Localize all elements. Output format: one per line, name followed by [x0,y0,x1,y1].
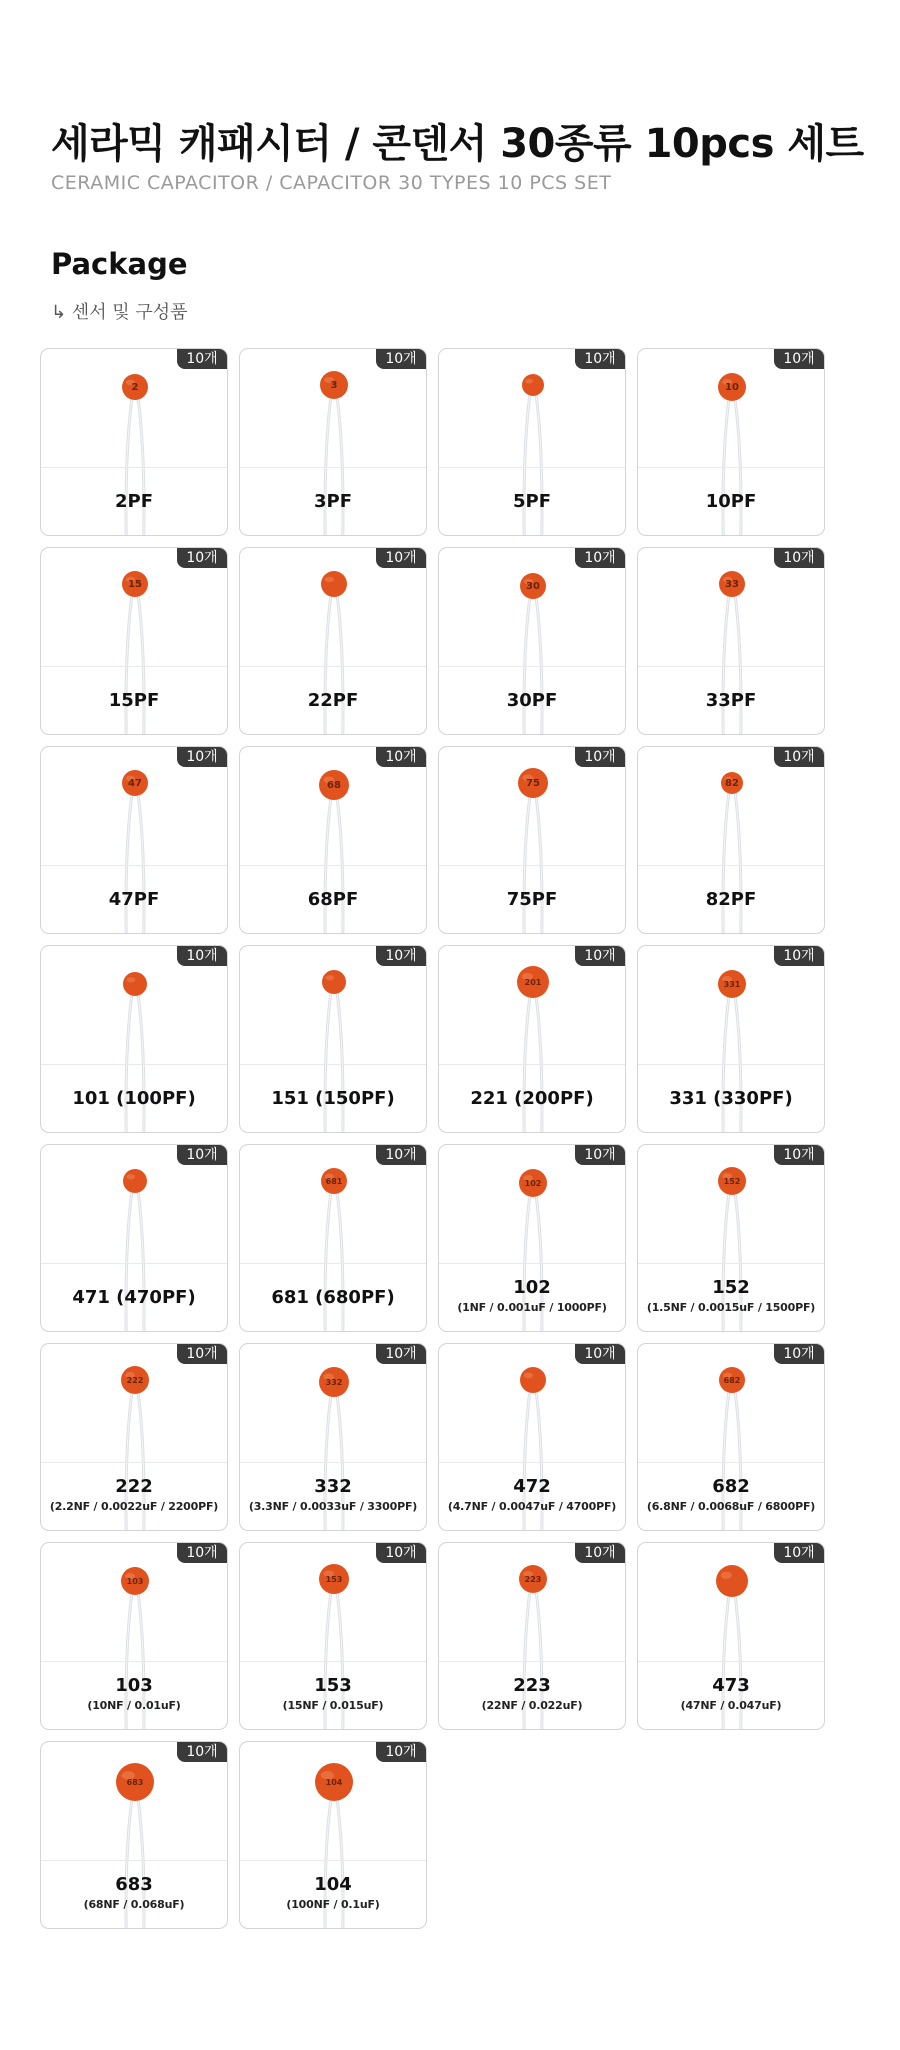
item-name: 30PF [506,690,558,711]
item-spec: (1NF / 0.001uF / 1000PF) [457,1301,607,1314]
card-divider [638,467,824,468]
capacitor-highlight [127,977,135,982]
card-divider [638,1462,824,1463]
item-spec: (4.7NF / 0.0047uF / 4700PF) [447,1500,617,1513]
item-name: 473 [712,1675,750,1696]
capacitor-highlight [326,975,334,980]
capacitor-highlight [721,1572,732,1579]
item-name: 681 (680PF) [271,1287,395,1308]
package-item-card [637,1144,825,1332]
quantity-badge: 10개 [575,1543,625,1563]
quantity-badge: 10개 [575,1145,625,1165]
quantity-badge: 10개 [575,747,625,767]
item-name: 33PF [705,690,757,711]
item-name: 5PF [512,491,551,512]
quantity-badge: 10개 [774,349,824,369]
capacitor-marking: 30 [526,581,540,592]
card-divider [240,1462,426,1463]
quantity-badge: 10개 [177,1543,227,1563]
item-spec: (1.5NF / 0.0015uF / 1500PF) [646,1301,816,1314]
card-divider [638,865,824,866]
quantity-badge: 10개 [575,349,625,369]
item-spec: (3.3NF / 0.0033uF / 3300PF) [248,1500,418,1513]
card-divider [638,1661,824,1662]
capacitor-marking: 223 [524,1575,542,1584]
quantity-badge: 10개 [376,747,426,767]
capacitor-marking: 152 [723,1177,741,1186]
item-spec: (68NF / 0.068uF) [83,1898,185,1911]
package-item-card [438,1542,626,1730]
card-divider [41,1064,227,1065]
package-item-card [239,945,427,1133]
item-spec: (47NF / 0.047uF) [680,1699,782,1712]
quantity-badge: 10개 [774,1145,824,1165]
package-item-card [239,1144,427,1332]
quantity-badge: 10개 [575,946,625,966]
quantity-badge: 10개 [774,747,824,767]
package-item-card [40,1144,228,1332]
card-divider [240,467,426,468]
item-name: 471 (470PF) [72,1287,196,1308]
capacitor-body [321,571,347,597]
package-item-card [637,746,825,934]
quantity-badge: 10개 [774,1543,824,1563]
quantity-badge: 10개 [575,548,625,568]
capacitor-marking: 103 [126,1577,144,1586]
capacitor-marking: 682 [723,1376,741,1385]
package-item-card [40,945,228,1133]
card-divider [439,1263,625,1264]
item-name: 332 [314,1476,352,1497]
quantity-badge: 10개 [177,1344,227,1364]
package-item-card [637,348,825,536]
card-divider [240,1263,426,1264]
capacitor-marking: 33 [725,579,739,590]
item-spec: (6.8NF / 0.0068uF / 6800PF) [646,1500,816,1513]
item-name: 82PF [705,889,757,910]
package-item-card [239,1343,427,1531]
capacitor-marking: 75 [526,778,540,789]
card-divider [240,1661,426,1662]
quantity-badge: 10개 [376,1543,426,1563]
capacitor-body [123,972,147,996]
card-divider [240,666,426,667]
page-title: 세라믹 캐패시터 / 콘덴서 30종류 10pcs 세트 [51,121,864,167]
item-name: 101 (100PF) [72,1088,196,1109]
capacitor-marking: 683 [126,1778,144,1787]
capacitor-marking: 332 [325,1378,343,1387]
package-item-card [239,547,427,735]
card-divider [41,1263,227,1264]
quantity-badge: 10개 [376,548,426,568]
card-divider [638,666,824,667]
page-subtitle: CERAMIC CAPACITOR / CAPACITOR 30 TYPES 10 PCS SET [51,172,612,194]
capacitor-body [716,1565,748,1597]
item-name: 103 [115,1675,153,1696]
quantity-badge: 10개 [376,1344,426,1364]
package-item-card [239,1542,427,1730]
capacitor-body [520,1367,546,1393]
capacitor-highlight [325,577,334,583]
capacitor-marking: 82 [725,778,739,789]
item-spec: (15NF / 0.015uF) [282,1699,384,1712]
capacitor-marking: 331 [723,980,741,989]
item-name: 151 (150PF) [271,1088,395,1109]
package-item-card [637,1542,825,1730]
quantity-badge: 10개 [177,1145,227,1165]
item-name: 102 [513,1277,551,1298]
item-name: 15PF [108,690,160,711]
item-name: 683 [115,1874,153,1895]
capacitor-body [522,374,544,396]
card-divider [638,1263,824,1264]
capacitor-marking: 15 [128,579,142,590]
capacitor-marking: 222 [126,1376,144,1385]
card-divider [41,1860,227,1861]
package-item-card [239,746,427,934]
package-item-card [40,1741,228,1929]
quantity-badge: 10개 [774,1344,824,1364]
capacitor-marking: 681 [325,1177,343,1186]
item-name: 10PF [705,491,757,512]
capacitor-marking: 68 [327,780,341,791]
quantity-badge: 10개 [774,548,824,568]
section-title: Package [51,247,188,281]
card-divider [41,467,227,468]
quantity-badge: 10개 [177,349,227,369]
package-item-card [239,1741,427,1929]
card-divider [41,666,227,667]
package-item-card [438,945,626,1133]
quantity-badge: 10개 [376,349,426,369]
quantity-badge: 10개 [177,747,227,767]
quantity-badge: 10개 [177,946,227,966]
item-name: 2PF [114,491,153,512]
item-name: 153 [314,1675,352,1696]
item-name: 22PF [307,690,359,711]
card-divider [240,1064,426,1065]
card-divider [240,1860,426,1861]
capacitor-highlight [524,1373,533,1379]
capacitor-marking: 102 [524,1179,542,1188]
package-item-card [40,547,228,735]
item-name: 223 [513,1675,551,1696]
item-spec: (100NF / 0.1uF) [286,1898,380,1911]
card-divider [41,1661,227,1662]
item-name: 472 [513,1476,551,1497]
card-divider [439,1661,625,1662]
item-name: 68PF [307,889,359,910]
package-item-card [438,547,626,735]
capacitor-highlight [525,379,533,384]
capacitor-marking: 47 [128,778,142,789]
item-spec: (10NF / 0.01uF) [87,1699,181,1712]
item-name: 3PF [313,491,352,512]
package-item-card [438,746,626,934]
card-divider [439,1064,625,1065]
package-item-card [40,1343,228,1531]
quantity-badge: 10개 [177,548,227,568]
card-divider [240,865,426,866]
quantity-badge: 10개 [575,1344,625,1364]
quantity-badge: 10개 [774,946,824,966]
card-divider [439,865,625,866]
item-name: 152 [712,1277,750,1298]
card-divider [41,865,227,866]
package-item-card [40,746,228,934]
section-subtitle: ↳ 센서 및 구성품 [51,302,188,323]
card-divider [439,1462,625,1463]
item-name: 221 (200PF) [470,1088,594,1109]
package-item-card [239,348,427,536]
item-name: 47PF [108,889,160,910]
quantity-badge: 10개 [376,1145,426,1165]
package-item-card [438,1343,626,1531]
quantity-badge: 10개 [376,1742,426,1762]
package-item-card [438,1144,626,1332]
item-name: 331 (330PF) [669,1088,793,1109]
capacitor-marking: 104 [325,1778,343,1787]
capacitor-marking: 2 [131,382,139,393]
card-divider [638,1064,824,1065]
package-item-card [40,1542,228,1730]
capacitor-marking: 10 [725,382,739,393]
quantity-badge: 10개 [177,1742,227,1762]
quantity-badge: 10개 [376,946,426,966]
capacitor-body [123,1169,147,1193]
card-divider [41,1462,227,1463]
package-item-card [40,348,228,536]
capacitor-body [322,970,346,994]
item-spec: (2.2NF / 0.0022uF / 2200PF) [49,1500,219,1513]
capacitor-marking: 3 [330,380,338,391]
item-name: 104 [314,1874,352,1895]
package-item-card [637,945,825,1133]
card-divider [439,666,625,667]
item-spec: (22NF / 0.022uF) [481,1699,583,1712]
package-item-card [438,348,626,536]
package-item-card [637,547,825,735]
card-divider [439,467,625,468]
capacitor-highlight [127,1174,135,1179]
item-name: 682 [712,1476,750,1497]
item-name: 222 [115,1476,153,1497]
capacitor-marking: 201 [524,978,542,987]
package-item-card [637,1343,825,1531]
item-name: 75PF [506,889,558,910]
capacitor-marking: 153 [325,1575,343,1584]
